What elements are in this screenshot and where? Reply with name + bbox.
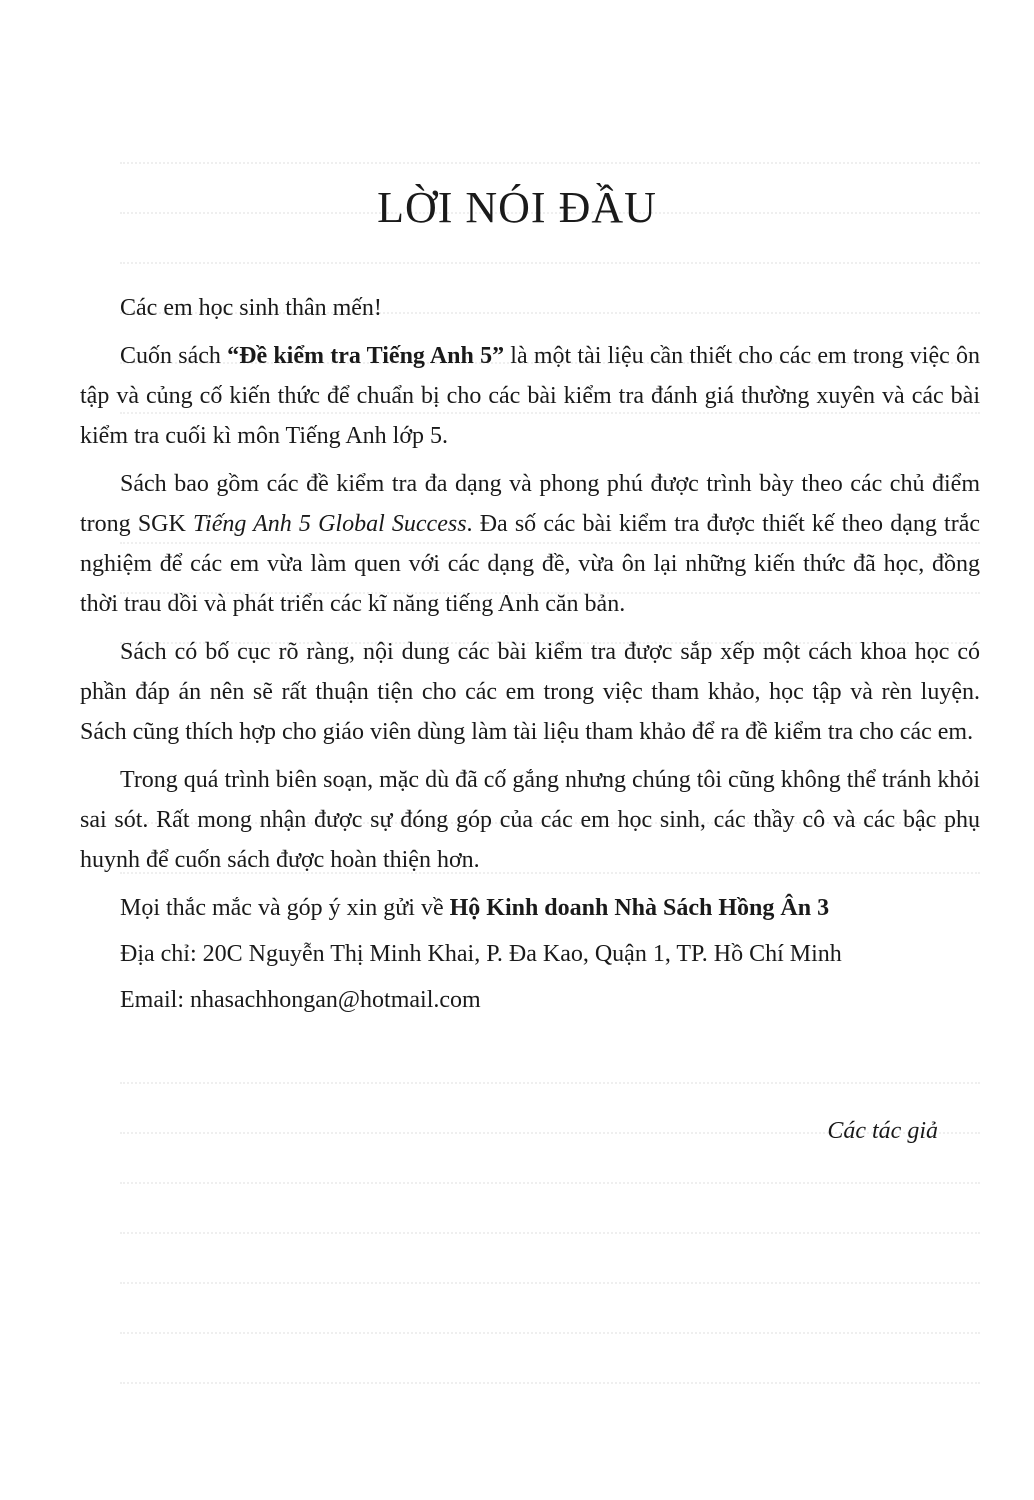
paragraph-text: Cuốn sách [120,343,228,369]
preface-body [80,288,980,1026]
bleed-through-line [120,1380,980,1384]
address-line: Địa chỉ: 20C Nguyễn Thị Minh Khai, P. Đa Kao, Quận 1, TP. Hồ Chí Minh [120,941,842,967]
bleed-through-line [120,1230,980,1234]
bleed-through-line [120,160,980,164]
bleed-through-line [120,1330,980,1334]
greeting-line: Các em học sinh thân mến! [120,295,382,321]
contact-lead: Mọi thắc mắc và góp ý xin gửi về [120,895,450,921]
paragraph-contents [80,464,980,624]
contact-line [80,888,980,928]
page-title: LỜI NÓI ĐẦU [377,183,657,232]
paragraph-text: . Đa số các bài kiểm tra được thiết kế theo dạng trắc nghiệm để các em vừa làm quen với các dạng đề, vừa ôn lại những kiến thức đã học, đồng thời trau dồi và phát triển các kĩ năng tiếng Anh căn bản. [80,511,980,617]
email-line: Email: nhasachhongan@hotmail.com [120,987,481,1013]
paragraph-text: Sách bao gồm các đề kiểm tra đa dạng và phong phú được trình bày theo các chủ điểm trong SGK [80,471,980,537]
paragraph-text: là một tài liệu cần thiết cho các em trong việc ôn tập và củng cố kiến thức để chuẩn bị cho các bài kiểm tra đánh giá thường xuyên và các bài kiểm tra cuối kì môn Tiếng Anh lớp 5. [80,343,980,449]
bleed-through-line [120,260,980,264]
textbook-title: Tiếng Anh 5 Global Success [193,511,467,537]
book-title: “Đề kiểm tra Tiếng Anh 5” [227,343,505,369]
publisher-name: Hộ Kinh doanh Nhà Sách Hồng Ân 3 [449,895,830,921]
paragraph-layout: Sách có bố cục rõ ràng, nội dung các bài kiểm tra được sắp xếp một cách khoa học có phần đáp án nên sẽ rất thuận tiện cho các em trong việc tham khảo, học tập và rèn luyện. Sách cũng thích hợp cho giáo viên dùng làm tài liệu tham khảo để ra đề kiểm tra cho các em. [80,639,980,745]
paragraph-book-intro [80,336,980,456]
bleed-through-line [120,1080,980,1084]
paragraph-apology: Trong quá trình biên soạn, mặc dù đã cố gắng nhưng chúng tôi cũng không thể tránh khỏi sai sót. Rất mong nhận được sự đóng góp của các em học sinh, các thầy cô và các bậc phụ huynh để cuốn sách được hoàn thiện hơn. [80,767,980,873]
bleed-through-line [120,1280,980,1284]
bleed-through-line [120,1180,980,1184]
author-signature: Các tác giả [827,1118,938,1144]
